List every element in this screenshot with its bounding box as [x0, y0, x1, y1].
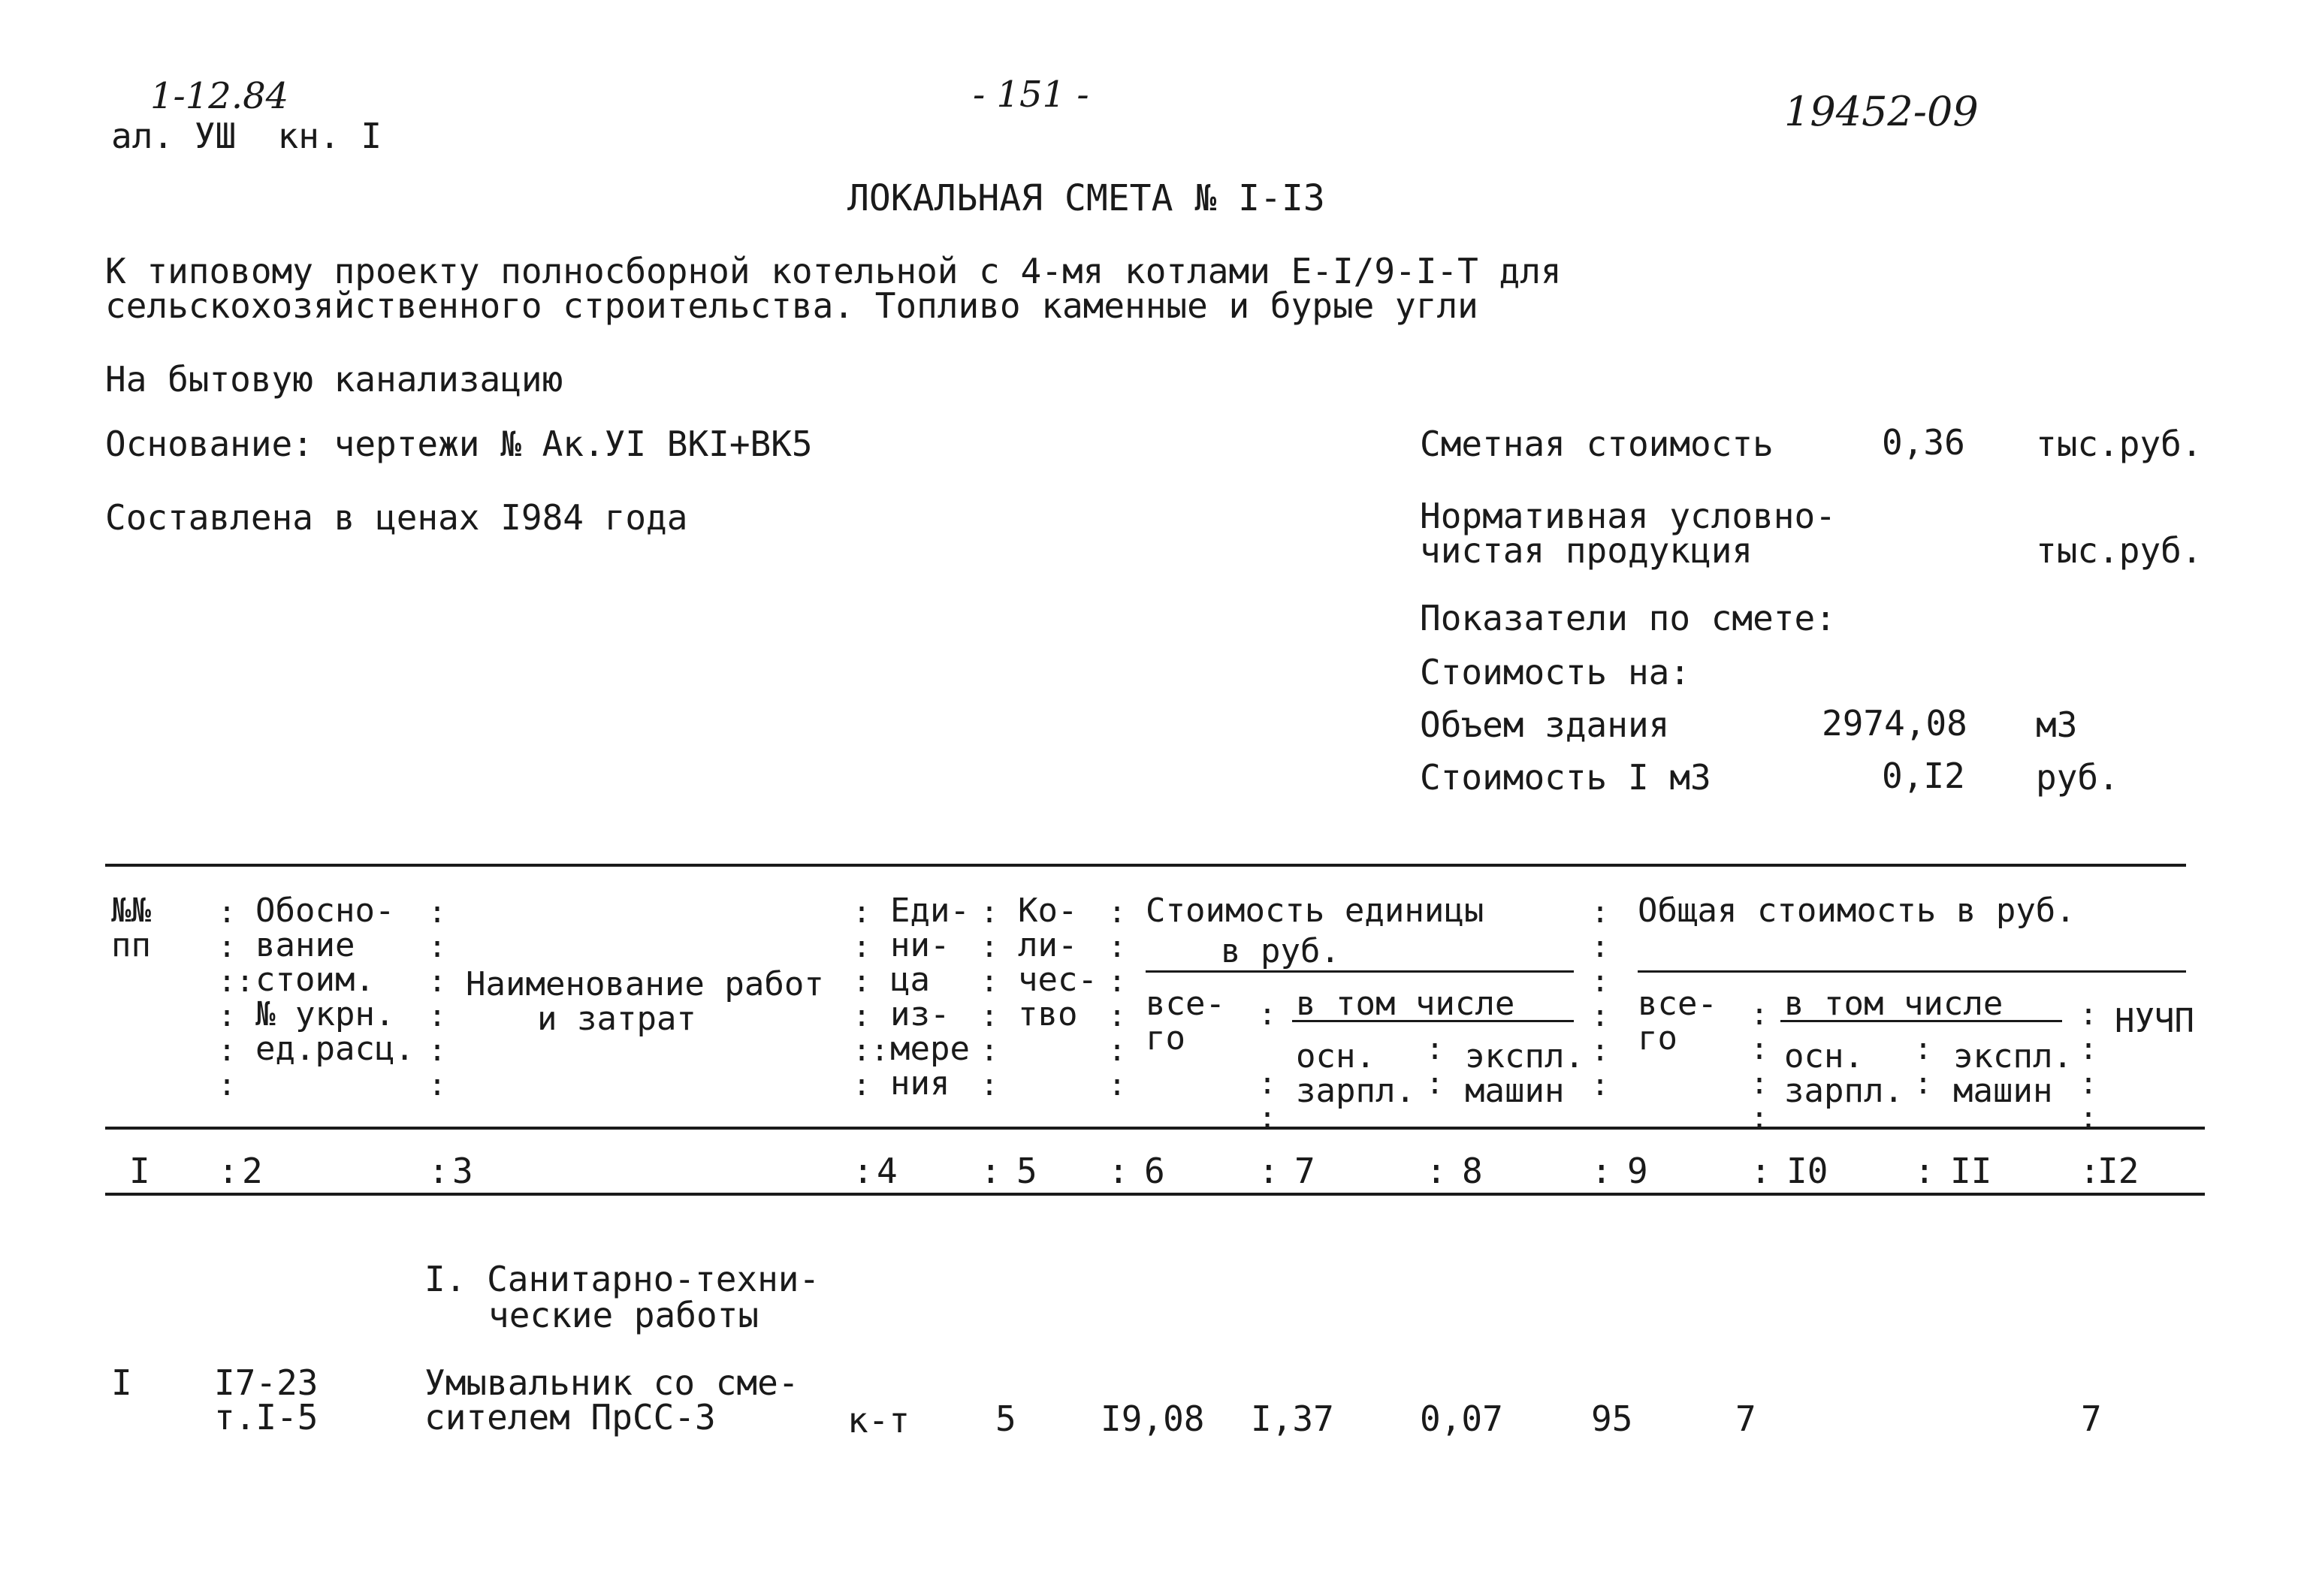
normative-label-2: чистая продукция	[1420, 530, 1753, 571]
col-number-sep: :	[1750, 1151, 1771, 1191]
separator: : : :	[1258, 997, 1277, 1136]
col-qty-header-1: Ко-	[1018, 892, 1078, 930]
section-heading-2: ческие работы	[488, 1295, 759, 1335]
row-quantity: 5	[995, 1398, 1016, 1439]
col-unit-header-6: ния	[890, 1064, 950, 1103]
col-number-sep: :	[980, 1151, 1001, 1191]
total-wage-header-2: зарпл.	[1784, 1072, 1904, 1110]
estimated-cost-label: Сметная стоимость	[1420, 424, 1774, 464]
col-basis-header-4: № укрн.	[255, 995, 395, 1033]
separator: : :	[1914, 1032, 1933, 1101]
col-number-2: 2	[242, 1151, 263, 1191]
col-number-11: II	[1950, 1151, 1992, 1191]
row-unit-mach: 0,07	[1420, 1398, 1503, 1439]
unit-wage-header-1: осн.	[1296, 1037, 1375, 1076]
col-number-sep: :	[428, 1151, 449, 1191]
col-number-sep: :	[1914, 1151, 1935, 1191]
unit-mach-header-1: экспл.	[1465, 1037, 1584, 1076]
unit-cost-unit: руб.	[2036, 757, 2119, 798]
total-header-2: го	[1638, 1019, 1677, 1057]
row-unit-wage: I,37	[1251, 1398, 1334, 1439]
col-unit-header-2: ни-	[890, 926, 950, 964]
separator: : : : :	[1750, 997, 1769, 1136]
total-mach-header-2: машин	[1953, 1072, 2053, 1110]
col-number-4: 4	[877, 1151, 898, 1191]
total-wage-header-1: осн.	[1784, 1037, 1864, 1076]
col-number-sep: :	[1258, 1151, 1279, 1191]
separator: : : :: : : :	[218, 895, 255, 1103]
intro-line-2: сельскохозяйственного строительства. Топливо каменные и бурые угли	[105, 285, 1478, 326]
row-unit-total: I9,08	[1101, 1398, 1205, 1439]
col-num-header-2: пп	[111, 926, 151, 964]
intro-line-1: К типовому проекту полносборной котельной с 4-мя котлами Е-I/9-I-Т для	[105, 251, 1562, 291]
col-basis-header-3: стоим.	[255, 961, 375, 999]
row-total: 95	[1591, 1398, 1633, 1439]
col-number-sep: :	[853, 1151, 874, 1191]
total-mach-header-1: экспл.	[1953, 1037, 2073, 1076]
table-top-rule	[105, 864, 2186, 867]
total-cost-group-rule	[1638, 970, 2186, 973]
col-number-sep: :	[218, 1151, 239, 1191]
unit-wage-header-2: зарпл.	[1296, 1072, 1415, 1110]
col-number-sep: :	[1591, 1151, 1612, 1191]
separator: : : : :	[2079, 997, 2098, 1136]
total-cost-group-header: Общая стоимость в руб.	[1638, 892, 2076, 930]
col-number-10: I0	[1786, 1151, 1828, 1191]
row-wage: 7	[1735, 1398, 1756, 1439]
col-number-sep: :	[2079, 1151, 2100, 1191]
volume-unit: м3	[2036, 704, 2078, 745]
row-unit: к-т	[847, 1400, 910, 1441]
separator: : : : : : :	[980, 895, 999, 1103]
unit-cost-label: Стоимость I м3	[1420, 757, 1711, 798]
unit-total-header-1: все-	[1146, 985, 1225, 1023]
col-number-5: 5	[1016, 1151, 1037, 1191]
col-unit-header-1: Еди-	[890, 892, 970, 930]
col-unit-header-3: ца	[890, 961, 930, 999]
estimated-cost-unit: тыс.руб.	[2036, 424, 2203, 464]
page-number: - 151 -	[973, 74, 1089, 116]
handwritten-note: 1-12.84	[150, 75, 289, 117]
col-number-8: 8	[1462, 1151, 1483, 1191]
col-number-12: I2	[2097, 1151, 2139, 1191]
total-incl-header: в том числе	[1784, 985, 2004, 1023]
cost-on-label: Стоимость на:	[1420, 652, 1691, 692]
unit-mach-header-2: машин	[1465, 1072, 1565, 1110]
col-basis-header-2: вание	[255, 926, 355, 964]
unit-cost-group-header: Стоимость единицы	[1146, 892, 1484, 930]
unit-cost-currency: в руб.	[1221, 932, 1340, 970]
purpose: На бытовую канализацию	[105, 359, 563, 400]
table-header-rule	[105, 1127, 2205, 1130]
normative-unit: тыс.руб.	[2036, 530, 2203, 571]
basis: Основание: чертежи № Ак.УI ВКI+ВК5	[105, 424, 813, 464]
document-title: ЛОКАЛЬНАЯ СМЕТА № I-I3	[847, 177, 1325, 219]
column-number-rule	[105, 1193, 2205, 1196]
document-code: 19452-09	[1784, 88, 1979, 135]
col-number-1: I	[129, 1151, 150, 1191]
col-number-3: 3	[452, 1151, 473, 1191]
unit-cost-value: 0,I2	[1882, 756, 1965, 796]
volume-reference: ал. УШ кн. I	[111, 116, 382, 156]
col-number-sep: :	[1108, 1151, 1129, 1191]
volume-value: 2974,08	[1822, 703, 1967, 744]
col-basis-header-5: ед.расц.	[255, 1030, 415, 1068]
col-qty-header-3: чес-	[1018, 961, 1098, 999]
nuchp-header: НУЧП	[2115, 1002, 2194, 1040]
col-name-header-1: Наименование работ	[466, 965, 824, 1003]
col-unit-header-4: из-	[890, 995, 950, 1033]
indicators-label: Показатели по смете:	[1420, 598, 1836, 638]
col-number-sep: :	[1426, 1151, 1447, 1191]
col-qty-header-2: ли-	[1018, 926, 1078, 964]
unit-cost-group-rule	[1146, 970, 1574, 973]
separator: : : : : : :	[1108, 895, 1127, 1103]
col-name-header-2: и затрат	[537, 1000, 696, 1038]
col-number-9: 9	[1627, 1151, 1648, 1191]
normative-label-1: Нормативная условно-	[1420, 496, 1836, 536]
separator: : : : : :: :	[853, 895, 889, 1103]
separator: : :	[1426, 1032, 1445, 1101]
estimated-cost-value: 0,36	[1882, 422, 1965, 463]
row-number: I	[111, 1362, 132, 1403]
col-number-7: 7	[1294, 1151, 1315, 1191]
price-level: Составлена в ценах I984 года	[105, 497, 688, 538]
row-basis-2: т.I-5	[214, 1397, 319, 1438]
section-heading-1: I. Санитарно-техни-	[424, 1259, 820, 1299]
row-nuchp: 7	[2081, 1398, 2102, 1439]
col-basis-header-1: Обосно-	[255, 892, 395, 930]
col-unit-header-5: мере	[890, 1030, 970, 1068]
separator: : : : : : :	[1591, 895, 1610, 1103]
col-number-6: 6	[1144, 1151, 1165, 1191]
unit-incl-header: в том числе	[1296, 985, 1515, 1023]
row-name-1: Умывальник со сме-	[424, 1362, 799, 1403]
unit-total-header-2: го	[1146, 1019, 1185, 1057]
separator: : : : : : :	[428, 895, 447, 1103]
col-qty-header-4: тво	[1018, 995, 1078, 1033]
row-name-2: сителем ПрСС-3	[424, 1397, 716, 1438]
volume-label: Объем здания	[1420, 704, 1670, 745]
col-num-header-1: №№	[111, 892, 151, 930]
total-header-1: все-	[1638, 985, 1717, 1023]
row-basis-1: I7-23	[214, 1362, 319, 1403]
